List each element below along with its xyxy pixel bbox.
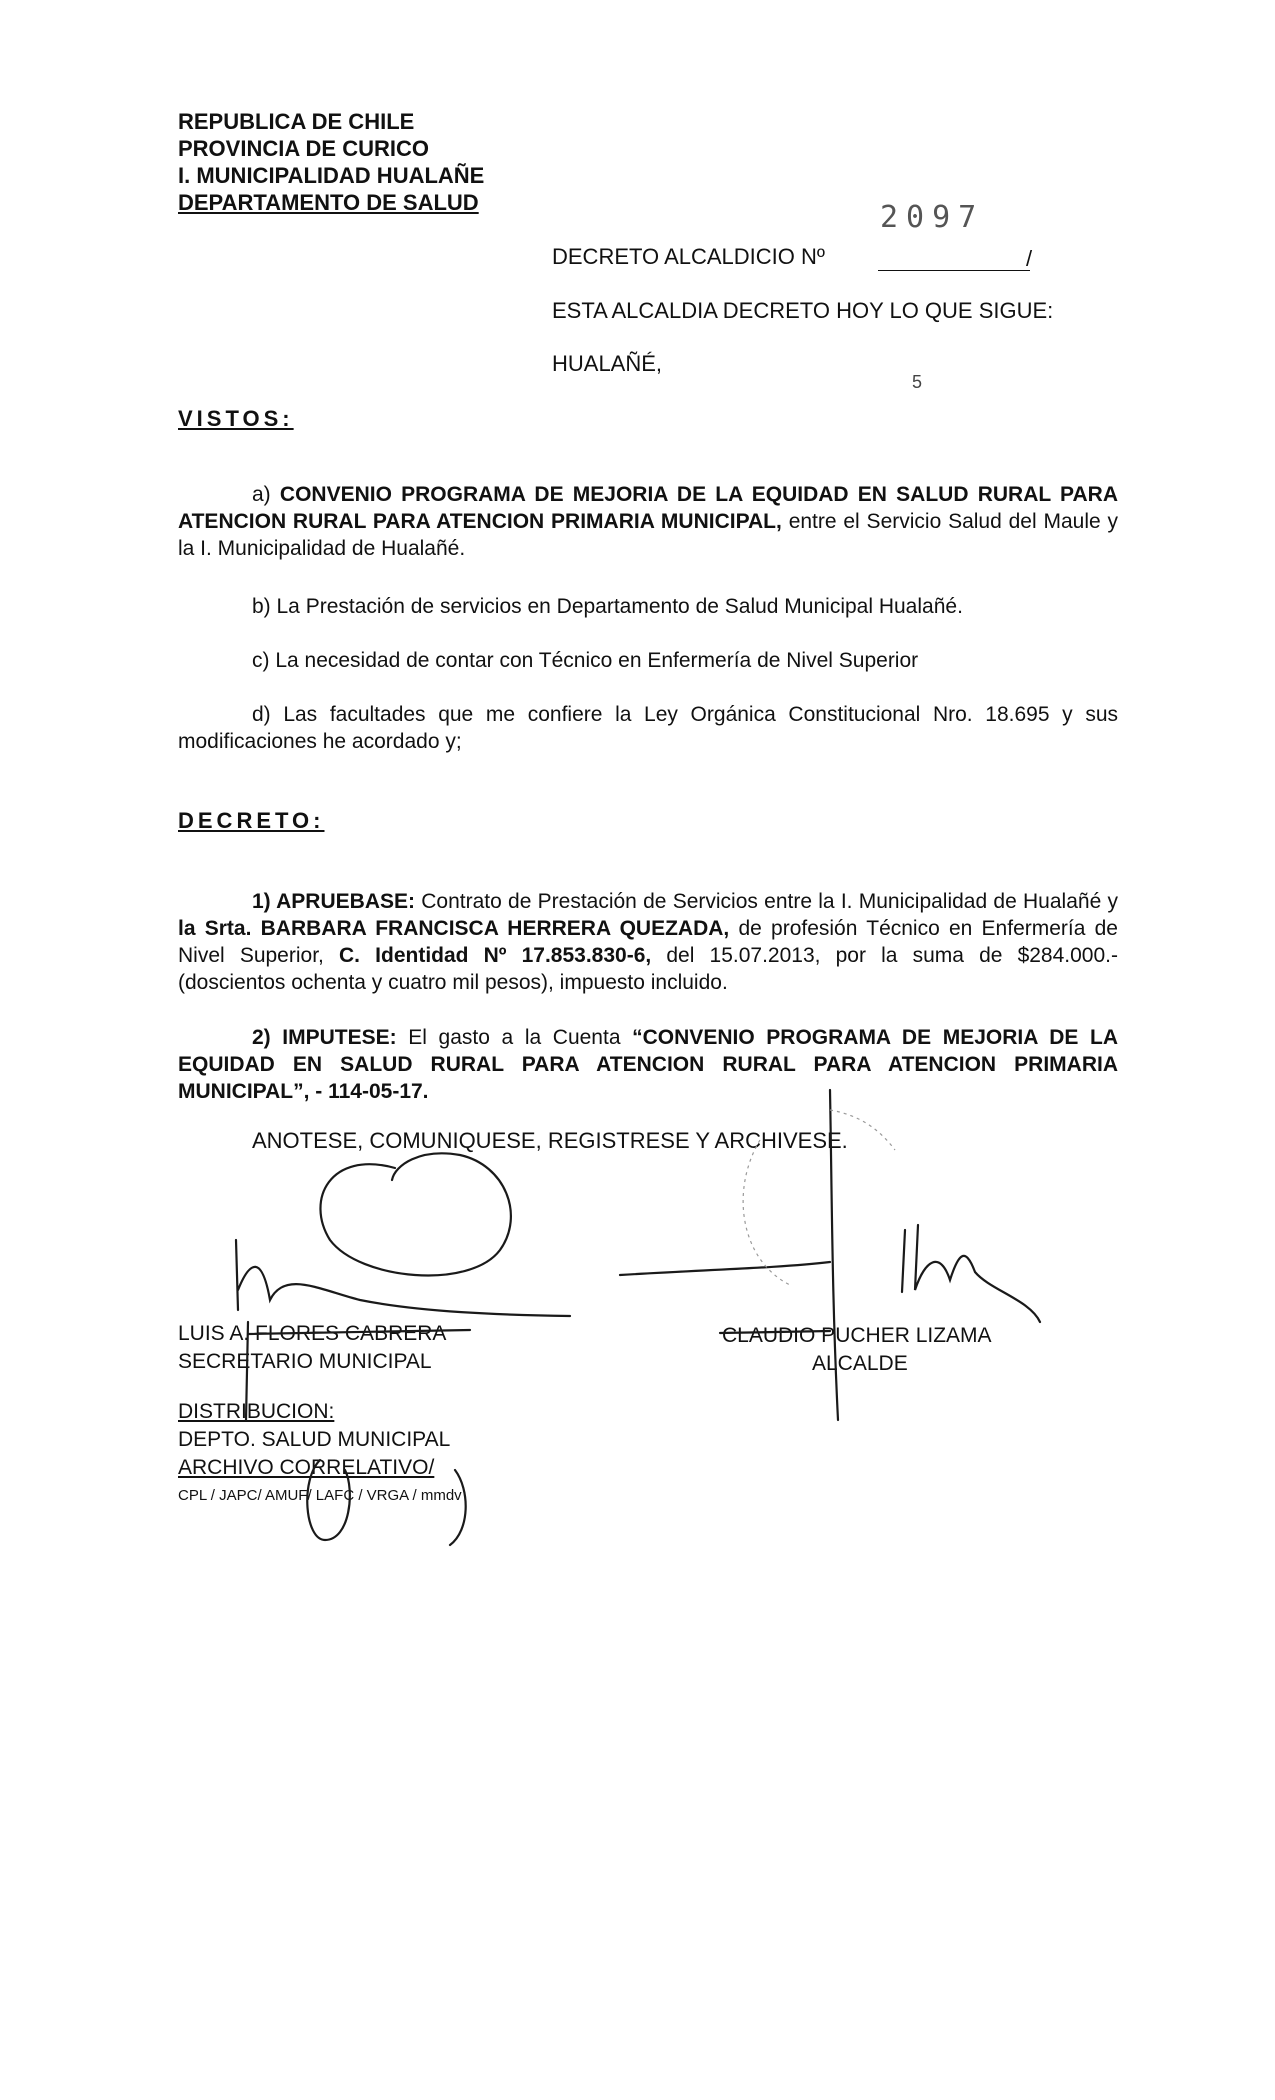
decreto-2-label: 2) IMPUTESE: [252,1026,397,1049]
vistos-a-rest: entre el Servicio Salud del Maule y la I. Municipalidad de Hualañé. [178,510,1118,560]
letterhead-department: DEPARTAMENTO DE SALUD [178,190,479,215]
distribution-item-health: DEPTO. SALUD MUNICIPAL [178,1428,451,1451]
vistos-item-d [178,701,1118,755]
mayor-signature-stroke [620,1262,830,1275]
vistos-a-prefix: a) [252,483,271,506]
decree-number-underline [878,270,1030,271]
decreto-heading: DECRETO: [178,808,325,833]
secretary-signature-loop [320,1153,510,1275]
decreto-item-1 [178,888,1118,996]
decreto-1-text-a: Contrato de Prestación de Servicios entre la I. Municipalidad de Hualañé y [421,890,1118,913]
decreto-1-id: C. Identidad Nº 17.853.830-6, [339,944,652,967]
secretary-title: SECRETARIO MUNICIPAL [178,1350,432,1373]
vistos-item-c [178,647,1118,674]
vistos-c-text: c) La necesidad de contar con Técnico en Enfermería de Nivel Superior [252,649,919,672]
letterhead-country: REPUBLICA DE CHILE [178,109,415,134]
distribution-initials: CPL / JAPC/ AMUF/ LAFC / VRGA / mmdv [178,1487,462,1504]
vistos-b-text: b) La Prestación de servicios en Departamento de Salud Municipal Hualañé. [252,595,963,618]
decreto-1-person: la Srta. BARBARA FRANCISCA HERRERA QUEZADA, [178,917,730,940]
secretary-signature-tail [236,1240,570,1316]
vistos-d-text: d) Las facultades que me confiere la Ley Orgánica Constitucional Nro. 18.695 y sus modificaciones he acordado y; [178,703,1118,753]
distribution-heading: DISTRIBUCION: [178,1400,335,1423]
mayor-title: ALCALDE [812,1352,908,1375]
vistos-item-b [178,593,1118,620]
decree-number-slash: / [1026,246,1033,271]
decree-label: DECRETO ALCALDICIO Nº [552,244,825,269]
letterhead-municipality: I. MUNICIPALIDAD HUALAÑE [178,163,485,188]
secretary-name: LUIS A. FLORES CABRERA [178,1322,447,1345]
letterhead [178,108,484,216]
mayor-name: CLAUDIO PUCHER LIZAMA [722,1324,992,1347]
distribution-item-archive: ARCHIVO CORRELATIVO/ [178,1456,435,1479]
decreto-2-text: El gasto a la Cuenta [408,1026,621,1049]
decreto-1-label: 1) APRUEBASE: [252,890,415,913]
mayor-signature-letters [902,1225,1040,1322]
decree-intro: ESTA ALCALDIA DECRETO HOY LO QUE SIGUE: [552,298,1054,323]
distribution-block [178,1398,462,1510]
decreto-2-account: “CONVENIO PROGRAMA DE MEJORIA DE LA EQUIDAD EN SALUD RURAL PARA ATENCION RURAL PARA ATENCION PRIMARIA MUNICIPAL”, - 114-05-17. [178,1026,1119,1103]
decreto-1-text-c: del 15.07.2013, por la suma de $284.000.- (doscientos ochenta y cuatro mil pesos), impuesto incluido. [178,944,1118,994]
decree-number-stamp: 2097 [880,200,985,235]
stamp-mark: 5 [912,372,923,392]
vistos-item-a [178,481,1118,562]
letterhead-province: PROVINCIA DE CURICO [178,136,429,161]
decreto-1-text-b: de profesión Técnico en Enfermería de Nivel Superior, [178,917,1118,967]
vistos-a-title: CONVENIO PROGRAMA DE MEJORIA DE LA EQUIDAD EN SALUD RURAL PARA ATENCION RURAL PARA ATENCION PRIMARIA MUNICIPAL, [178,483,1118,533]
decreto-item-2 [178,1024,1118,1105]
vistos-heading: VISTOS: [178,406,294,431]
closing-formula: ANOTESE, COMUNIQUESE, REGISTRESE Y ARCHIVESE. [252,1128,848,1153]
decree-place: HUALAÑÉ, [552,351,663,376]
